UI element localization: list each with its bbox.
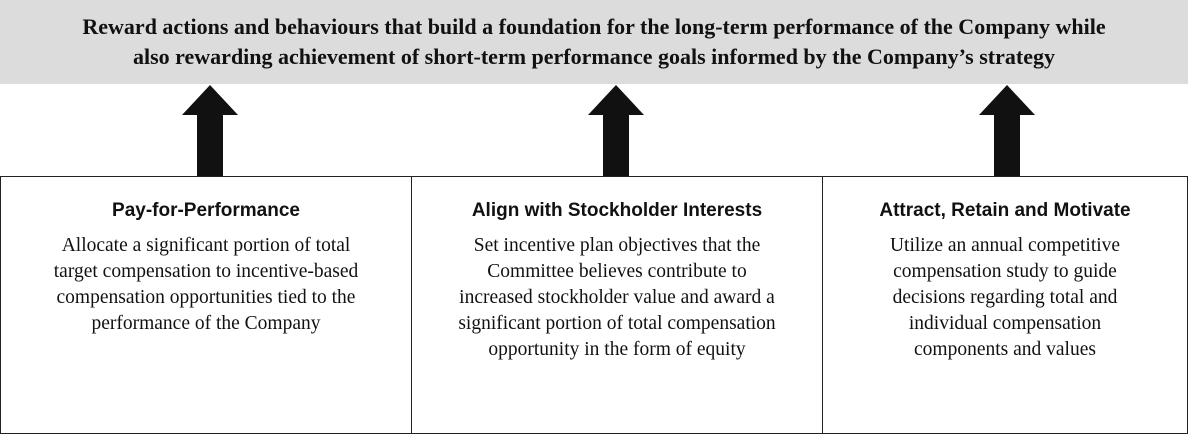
principles-row — [0, 176, 1188, 436]
principle-description: Set incentive plan objectives that the Committee believes contribute to increased stockholder value and award a significant portion of total compensation opportunity in the form of equity — [458, 235, 776, 360]
principle-title: Align with Stockholder Interests — [471, 200, 763, 221]
principle-description: Allocate a significant portion of total target compensation to incentive-based compensation opportunities tied to the performance of the Company — [53, 235, 359, 334]
principle-description: Utilize an annual competitive compensation study to guide decisions regarding total and individual compensation components and values — [889, 235, 1121, 360]
principle-attract-retain — [822, 176, 1188, 434]
up-arrow-icon — [977, 85, 1037, 177]
up-arrow-icon — [586, 85, 646, 177]
up-arrow-icon — [180, 85, 240, 177]
principle-align-stockholder — [411, 176, 822, 434]
objective-text: Reward actions and behaviours that build a foundation for the long-term performance of the Company while also rewarding achievement of short-term performance goals informed by the Company’s strategy — [82, 14, 1106, 69]
objective-banner — [0, 0, 1188, 84]
principle-pay-for-performance — [0, 176, 411, 434]
principle-title: Pay-for-Performance — [112, 200, 300, 221]
principle-title: Attract, Retain and Motivate — [879, 200, 1131, 221]
